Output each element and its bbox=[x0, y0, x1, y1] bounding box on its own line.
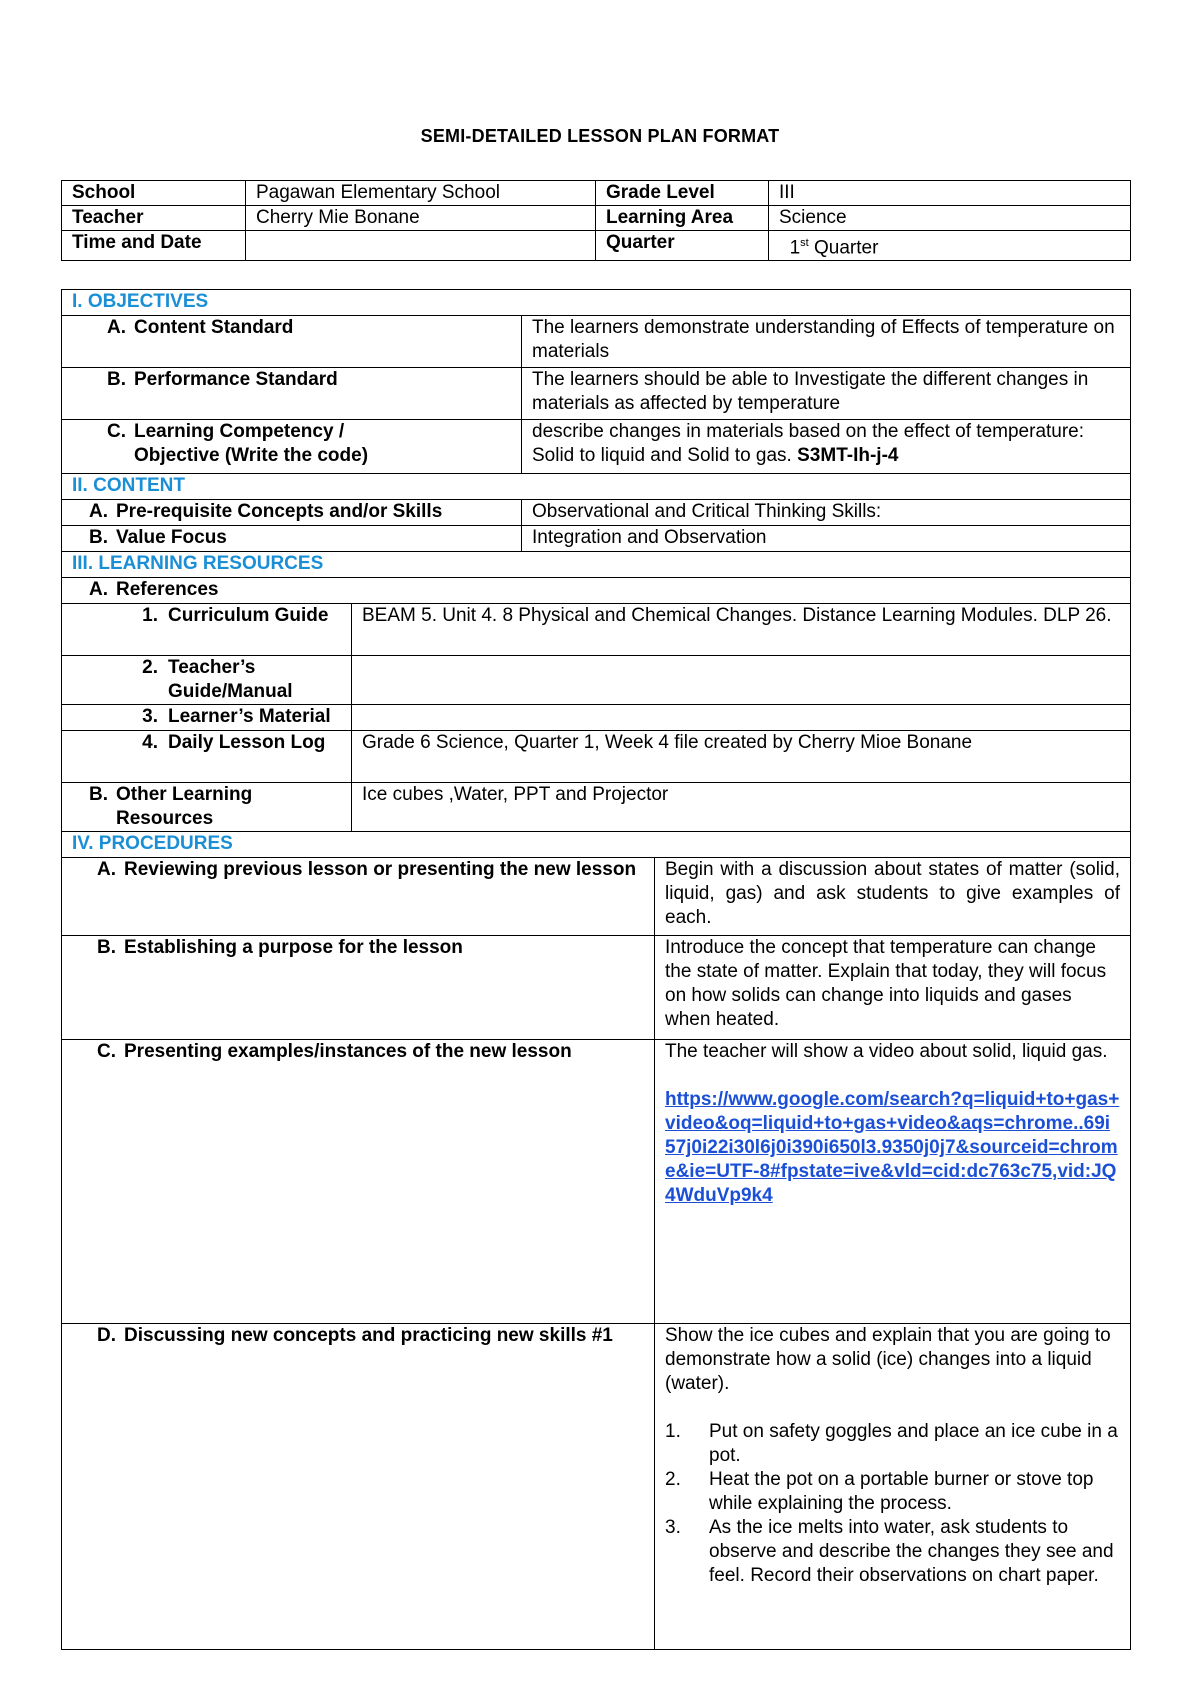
daily-lesson-log-label-cell bbox=[62, 731, 352, 783]
daily-lesson-log-label: Daily Lesson Log bbox=[168, 732, 326, 753]
lesson-plan-table bbox=[61, 289, 1131, 1650]
curriculum-guide-value: BEAM 5. Unit 4. 8 Physical and Chemical Changes. Distance Learning Modules. DLP 26. bbox=[352, 604, 1131, 656]
area-label: Learning Area bbox=[596, 206, 769, 231]
examples-value: The teacher will show a video about solid, liquid gas. bbox=[665, 1041, 1108, 1062]
examples-value-cell bbox=[655, 1040, 1131, 1324]
references-row bbox=[62, 578, 1131, 604]
learning-competency-label-2: Objective (Write the code) bbox=[134, 445, 369, 466]
procedures-heading: IV. PROCEDURES bbox=[62, 832, 1131, 858]
grade-label: Grade Level bbox=[596, 181, 769, 206]
curriculum-guide-num: 1. bbox=[142, 605, 158, 626]
discussing-intro: Show the ice cubes and explain that you are going to demonstrate how a solid (ice) changes into a liquid (water). bbox=[665, 1325, 1111, 1394]
header-table bbox=[61, 180, 1131, 261]
content-standard-letter: A. bbox=[107, 317, 126, 338]
performance-standard-label-cell bbox=[62, 368, 522, 420]
learning-competency-label-1: Learning Competency / bbox=[134, 421, 345, 442]
quarter-text: Quarter bbox=[808, 237, 879, 259]
teacher-value: Cherry Mie Bonane bbox=[246, 206, 596, 231]
area-value: Science bbox=[769, 206, 1131, 231]
page-title: SEMI-DETAILED LESSON PLAN FORMAT bbox=[420, 126, 780, 146]
value-focus-value: Integration and Observation bbox=[522, 526, 1131, 552]
prerequisite-label-cell bbox=[62, 500, 522, 526]
examples-label: Presenting examples/instances of the new lesson bbox=[124, 1041, 572, 1062]
list-item bbox=[665, 1516, 1120, 1588]
step-text: Put on safety goggles and place an ice cube in a pot. bbox=[709, 1421, 1118, 1466]
quarter-label: Quarter bbox=[596, 231, 769, 261]
prerequisite-label: Pre-requisite Concepts and/or Skills bbox=[116, 501, 443, 522]
quarter-number: 1 bbox=[789, 237, 801, 259]
reviewing-value: Begin with a discussion about states of matter (solid, liquid, gas) and ask students to give examples of each. bbox=[655, 858, 1131, 936]
time-value bbox=[246, 231, 596, 261]
school-label: School bbox=[62, 181, 246, 206]
purpose-label: Establishing a purpose for the lesson bbox=[124, 937, 463, 958]
references-label: References bbox=[116, 579, 219, 600]
teacher-label: Teacher bbox=[62, 206, 246, 231]
performance-standard-letter: B. bbox=[107, 369, 126, 390]
purpose-label-cell bbox=[62, 936, 655, 1040]
content-heading: II. CONTENT bbox=[62, 474, 1131, 500]
step-text: As the ice melts into water, ask students to observe and describe the changes they see and feel. Record their observations on chart paper. bbox=[709, 1517, 1114, 1586]
time-label: Time and Date bbox=[62, 231, 246, 261]
examples-label-cell bbox=[62, 1040, 655, 1324]
competency-code: S3MT-Ih-j-4 bbox=[797, 445, 899, 466]
learners-material-value bbox=[352, 705, 1131, 731]
reviewing-label-cell bbox=[62, 858, 655, 936]
examples-letter: C. bbox=[97, 1041, 116, 1062]
video-link[interactable]: https://www.google.com/search?q=liquid+to+gas+video&oq=liquid+to+gas+video&aqs=chrome..69i57j0i22i30l6j0i390i650l3.9350j0j7&sourceid=chrome&ie=UTF-8#fpstate=ive&vld=cid:dc763c75,vid:JQ4WduVp9k4 bbox=[665, 1089, 1120, 1206]
quarter-suffix: st bbox=[800, 237, 809, 249]
list-item bbox=[665, 1420, 1120, 1468]
other-resources-label-cell bbox=[62, 783, 352, 832]
learners-material-label-cell bbox=[62, 705, 352, 731]
teachers-guide-label-cell bbox=[62, 656, 352, 705]
learning-competency-text: describe changes in materials based on the effect of temperature: Solid to liquid and Solid to gas. bbox=[532, 421, 1085, 466]
learners-material-num: 3. bbox=[142, 706, 158, 727]
content-standard-value: The learners demonstrate understanding of Effects of temperature on materials bbox=[522, 316, 1131, 368]
value-focus-label-cell bbox=[62, 526, 522, 552]
other-resources-letter: B. bbox=[89, 784, 108, 805]
performance-standard-label: Performance Standard bbox=[134, 369, 338, 390]
step-number: 2. bbox=[665, 1469, 681, 1490]
discussing-label: Discussing new concepts and practicing new skills #1 bbox=[124, 1325, 613, 1346]
resources-heading: III. LEARNING RESOURCES bbox=[62, 552, 1131, 578]
objectives-heading: I. OBJECTIVES bbox=[62, 290, 1131, 316]
step-number: 1. bbox=[665, 1421, 681, 1442]
performance-standard-value: The learners should be able to Investigate the different changes in materials as affected by temperature bbox=[522, 368, 1131, 420]
learning-competency-letter: C. bbox=[107, 421, 126, 442]
other-resources-value: Ice cubes ,Water, PPT and Projector bbox=[352, 783, 1131, 832]
step-number: 3. bbox=[665, 1517, 681, 1538]
purpose-value: Introduce the concept that temperature can change the state of matter. Explain that today, they will focus on how solids can change into liquids and gases when heated. bbox=[655, 936, 1131, 1040]
discussing-letter: D. bbox=[97, 1325, 116, 1346]
teachers-guide-label: Teacher’s Guide/Manual bbox=[168, 657, 293, 702]
other-resources-label: Other Learning Resources bbox=[116, 784, 253, 829]
learning-competency-label-cell bbox=[62, 420, 522, 474]
value-focus-label: Value Focus bbox=[116, 527, 227, 548]
list-item bbox=[665, 1468, 1120, 1516]
prerequisite-value: Observational and Critical Thinking Skills: bbox=[522, 500, 1131, 526]
step-text: Heat the pot on a portable burner or stove top while explaining the process. bbox=[709, 1469, 1094, 1514]
quarter-value bbox=[769, 231, 1131, 261]
references-letter: A. bbox=[89, 579, 108, 600]
grade-value: III bbox=[769, 181, 1131, 206]
curriculum-guide-label: Curriculum Guide bbox=[168, 605, 329, 626]
discussing-value-cell bbox=[655, 1324, 1131, 1650]
demo-steps-list bbox=[665, 1420, 1120, 1588]
daily-lesson-log-num: 4. bbox=[142, 732, 158, 753]
value-focus-letter: B. bbox=[89, 527, 108, 548]
learners-material-label: Learner’s Material bbox=[168, 706, 331, 727]
curriculum-guide-label-cell bbox=[62, 604, 352, 656]
content-standard-label-cell bbox=[62, 316, 522, 368]
discussing-label-cell bbox=[62, 1324, 655, 1650]
learning-competency-value bbox=[522, 420, 1131, 474]
school-value: Pagawan Elementary School bbox=[246, 181, 596, 206]
teachers-guide-num: 2. bbox=[142, 657, 158, 678]
reviewing-letter: A. bbox=[97, 859, 116, 880]
daily-lesson-log-value: Grade 6 Science, Quarter 1, Week 4 file created by Cherry Mioe Bonane bbox=[352, 731, 1131, 783]
prerequisite-letter: A. bbox=[89, 501, 108, 522]
teachers-guide-value bbox=[352, 656, 1131, 705]
purpose-letter: B. bbox=[97, 937, 116, 958]
reviewing-label: Reviewing previous lesson or presenting the new lesson bbox=[124, 859, 637, 880]
content-standard-label: Content Standard bbox=[134, 317, 294, 338]
